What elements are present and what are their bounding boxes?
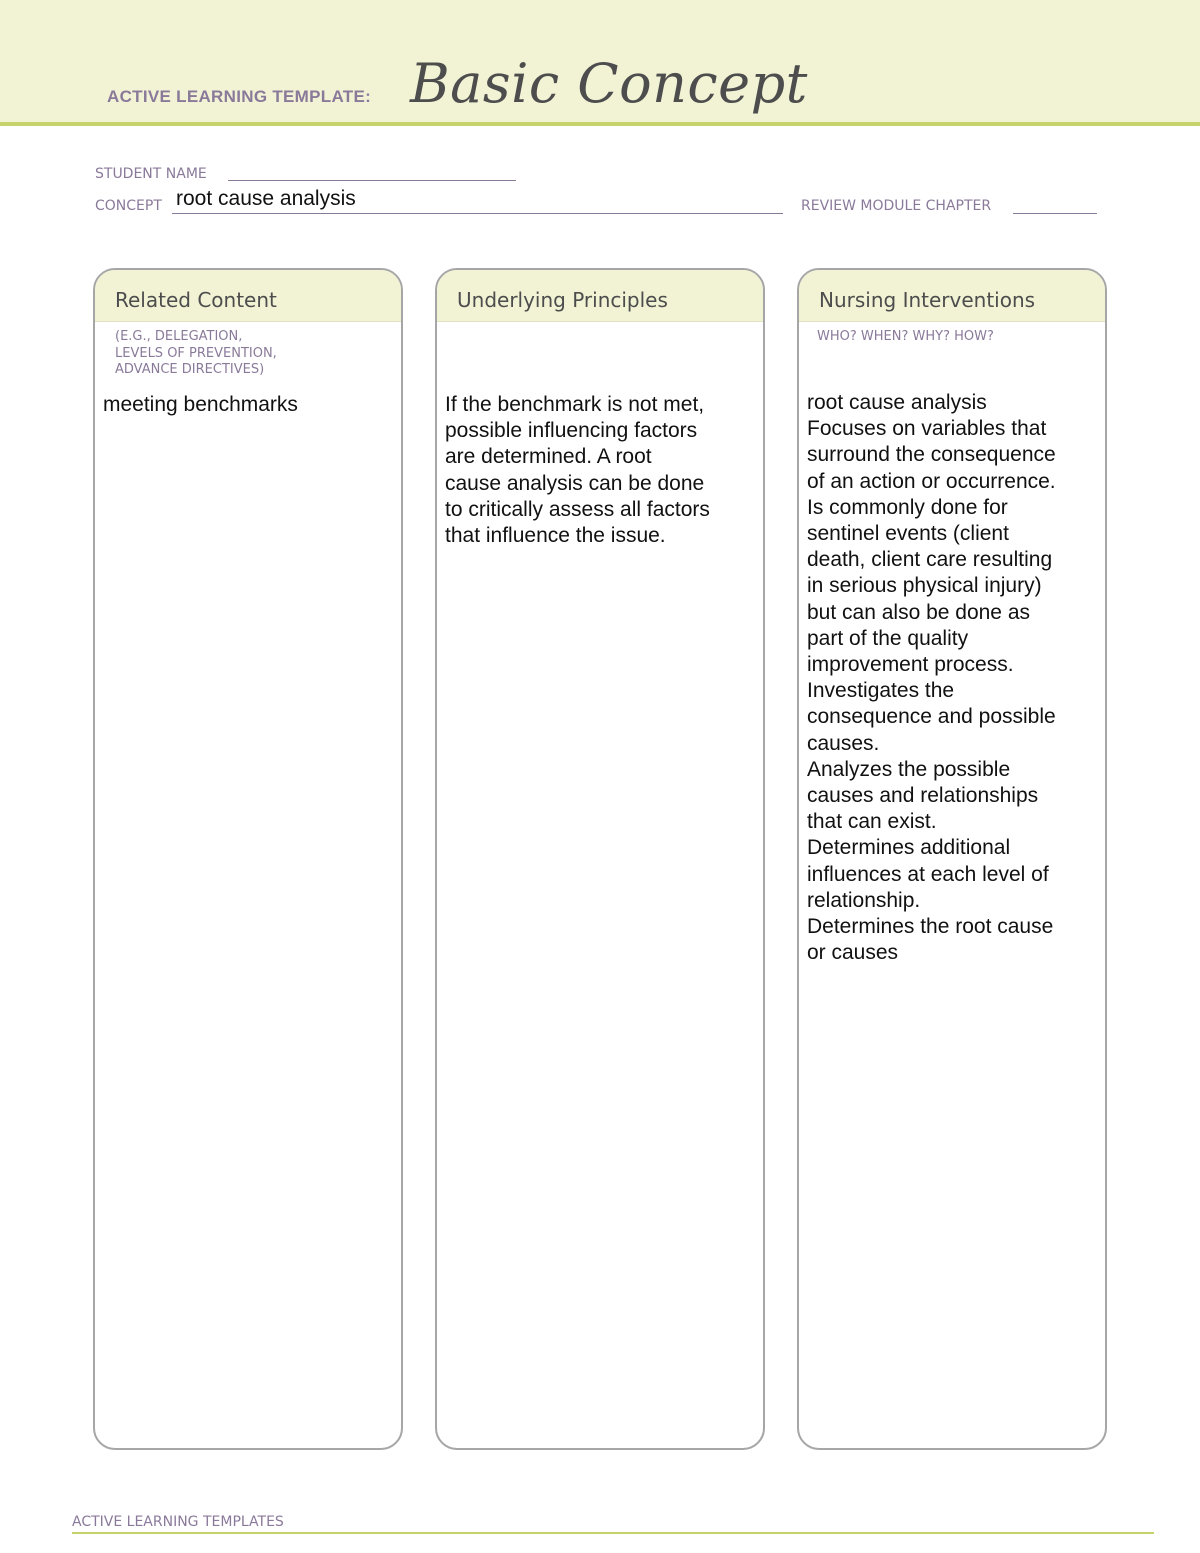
header-divider <box>0 122 1200 126</box>
review-module-line <box>1013 213 1097 214</box>
template-title: Basic Concept <box>410 52 808 115</box>
review-module-label: REVIEW MODULE CHAPTER <box>801 198 992 214</box>
footer-label: ACTIVE LEARNING TEMPLATES <box>72 1514 284 1530</box>
nursing-interventions-hint: WHO? WHEN? WHY? HOW? <box>817 329 994 344</box>
related-content-text[interactable]: meeting benchmarks <box>103 393 298 416</box>
related-content-panel <box>93 268 403 1450</box>
nursing-interventions-text[interactable]: root cause analysis Focuses on variables that surround the consequence of an action or occurrence. Is commonly done for sentinel events (client death, client care resulting in serious physical injury) but can also be done as part of the quality improvement process. Investigates the consequence and possible causes. Analyzes the possible causes and relationships that can exist. Determines additional influences at each level of relationship. Determines the root cause or causes <box>807 391 1056 965</box>
nursing-interventions-title: Nursing Interventions <box>799 270 1105 322</box>
underlying-principles-panel <box>435 268 765 1450</box>
concept-line <box>172 213 783 214</box>
student-name-label: STUDENT NAME <box>95 166 207 182</box>
footer-divider <box>72 1532 1154 1534</box>
student-name-line <box>228 180 516 181</box>
underlying-principles-title: Underlying Principles <box>437 270 763 322</box>
related-content-hint: (E.G., DELEGATION, LEVELS OF PREVENTION, ADVANCE DIRECTIVES) <box>115 329 277 377</box>
underlying-principles-text[interactable]: If the benchmark is not met, possible influencing factors are determined. A root cause analysis can be done to critically assess all factors that influence the issue. <box>445 393 710 548</box>
concept-field[interactable]: root cause analysis <box>176 187 356 210</box>
concept-label: CONCEPT <box>95 198 162 214</box>
template-label: ACTIVE LEARNING TEMPLATE: <box>107 87 372 106</box>
related-content-title: Related Content <box>95 270 401 322</box>
nursing-interventions-panel <box>797 268 1107 1450</box>
